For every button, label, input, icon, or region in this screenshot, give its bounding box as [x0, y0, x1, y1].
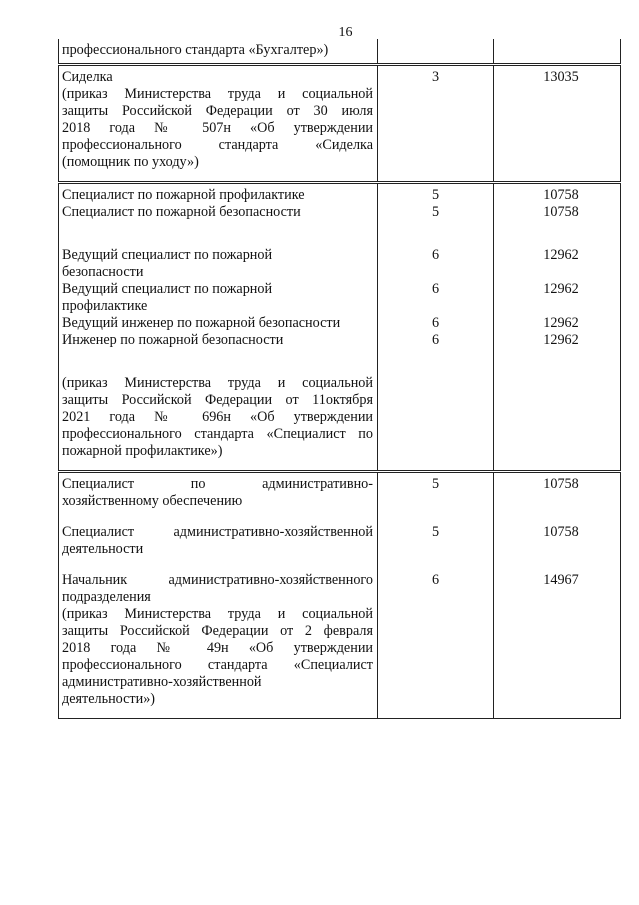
salary-value: 14967 — [543, 572, 579, 588]
position-title: деятельности — [62, 541, 144, 557]
salary-value: 10758 — [543, 524, 579, 540]
position-title: Ведущий специалист по пожарной — [62, 247, 273, 263]
salary-value: 10758 — [543, 476, 579, 492]
qualification-salary-table — [58, 39, 621, 719]
position-cell — [59, 472, 378, 719]
order-text-line: 2021 года № 696н «Об утверждении — [62, 409, 373, 425]
salary-cell — [494, 472, 621, 719]
position-title: Ведущий специалист по пожарной — [62, 281, 273, 297]
position-title: безопасности — [62, 264, 144, 280]
qualification-level: 5 — [431, 524, 440, 540]
qualification-level: 3 — [431, 69, 440, 85]
salary-value: 12962 — [543, 315, 579, 331]
qualification-level: 6 — [431, 315, 440, 331]
position-cell — [59, 65, 378, 183]
qualification-level: 5 — [431, 476, 440, 492]
salary-value: 10758 — [543, 187, 579, 203]
qualification-level: 5 — [431, 204, 440, 220]
salary-value: 12962 — [543, 247, 579, 263]
order-text-line: (приказ Министерства труда и социальной — [62, 86, 373, 102]
order-text-line: (приказ Министерства труда и социальной — [62, 606, 373, 622]
continuation-text: профессионального стандарта «Бухгалтер») — [62, 42, 329, 58]
qualification-level: 6 — [431, 247, 440, 263]
order-text-line: 2018 года № 49н «Об утверждении — [62, 640, 373, 656]
order-text-line: (приказ Министерства труда и социальной — [62, 375, 373, 391]
position-title: хозяйственному обеспечению — [62, 493, 243, 509]
salary-value: 12962 — [543, 332, 579, 348]
page-number: 16 — [338, 25, 353, 40]
salary-cell — [494, 39, 621, 65]
order-text-line: защиты Российской Федерации от 30 июля — [62, 103, 373, 119]
qualification-cell — [378, 39, 494, 65]
position-title: профилактике — [62, 298, 148, 314]
salary-cell — [494, 183, 621, 472]
order-text-line: деятельности») — [62, 691, 156, 707]
order-text-line: защиты Российской Федерации от 2 февраля — [62, 623, 373, 639]
qualification-level: 6 — [431, 332, 440, 348]
order-text-line: профессионального стандарта «Специалист по — [62, 426, 373, 442]
order-text-line: (помощник по уходу») — [62, 154, 199, 170]
qualification-cell — [378, 65, 494, 183]
position-title: Специалист по пожарной профилактике — [62, 187, 305, 203]
table-row-fire-safety — [59, 183, 621, 472]
position-title: Начальник административно-хозяйственного — [62, 572, 373, 588]
order-text-line: профессионального стандарта «Специалист — [62, 657, 373, 673]
salary-value: 13035 — [543, 69, 579, 85]
order-text-line: административно-хозяйственной — [62, 674, 262, 690]
qualification-cell — [378, 472, 494, 719]
position-title: подразделения — [62, 589, 151, 605]
position-title: Специалист по пожарной безопасности — [62, 204, 301, 220]
position-title: Специалист административно-хозяйственной — [62, 524, 373, 540]
position-title: Специалист по административно- — [62, 476, 373, 492]
table-row-continuation — [59, 39, 621, 65]
position-title: Сиделка — [62, 69, 113, 85]
qualification-level: 6 — [431, 572, 440, 588]
salary-value: 12962 — [543, 281, 579, 297]
table-row-admin — [59, 472, 621, 719]
order-text-line: профессионального стандарта «Сиделка — [62, 137, 373, 153]
order-text-line: 2018 года № 507н «Об утверждении — [62, 120, 373, 136]
order-text-line: защиты Российской Федерации от 11октября — [62, 392, 373, 408]
position-title: Ведущий инженер по пожарной безопасности — [62, 315, 341, 331]
position-cell — [59, 183, 378, 472]
salary-value: 10758 — [543, 204, 579, 220]
table-row-sidelka — [59, 65, 621, 183]
salary-cell — [494, 65, 621, 183]
position-cell — [59, 39, 378, 65]
qualification-level: 6 — [431, 281, 440, 297]
order-text-line: пожарной профилактике») — [62, 443, 223, 459]
qualification-level: 5 — [431, 187, 440, 203]
position-title: Инженер по пожарной безопасности — [62, 332, 284, 348]
qualification-cell — [378, 183, 494, 472]
